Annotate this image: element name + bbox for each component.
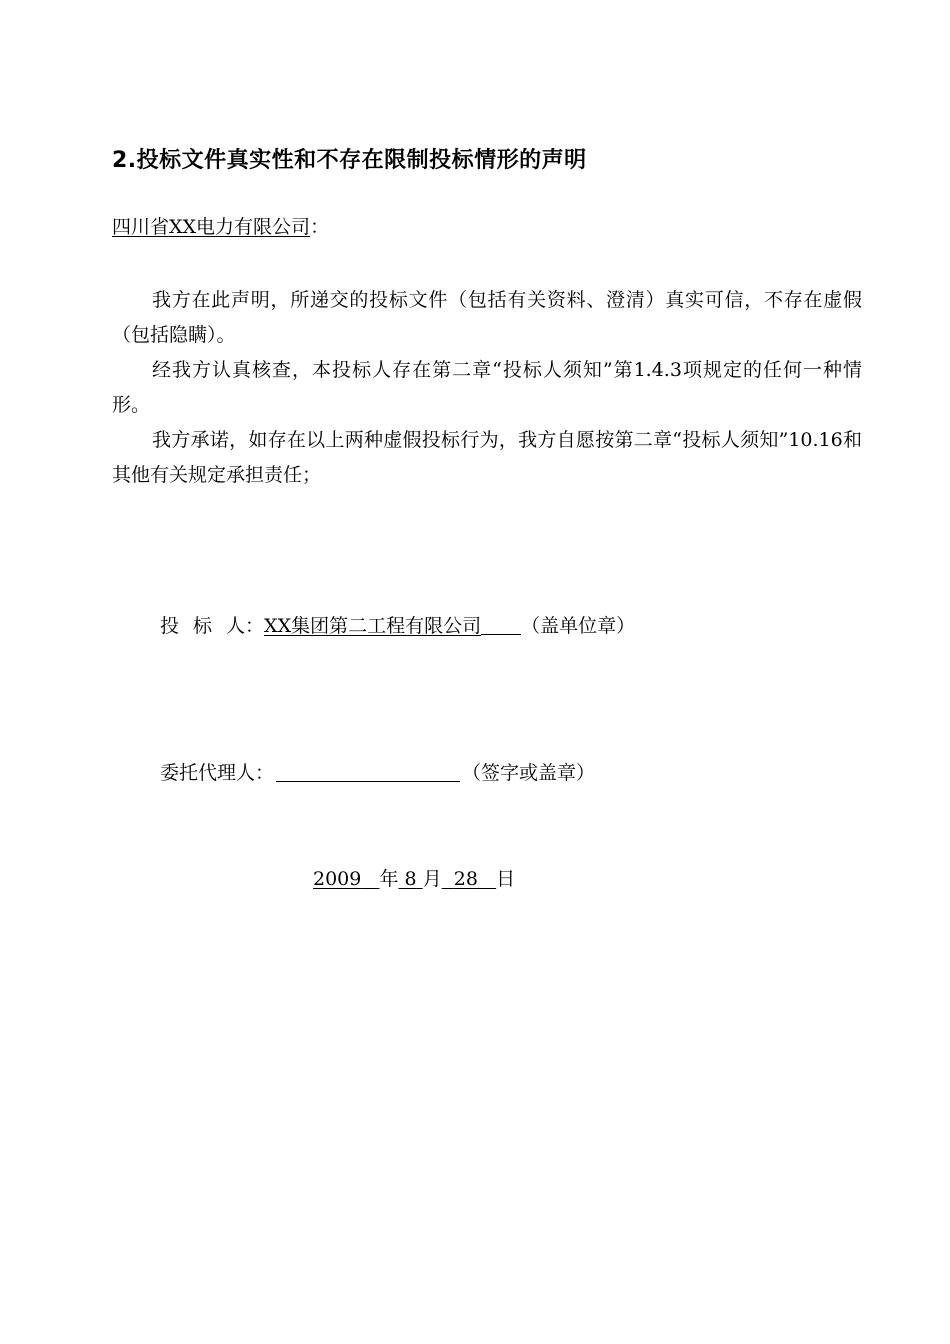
paragraph-commitment: 我方承诺，如存在以上两种虚假投标行为，我方自愿按第二章“投标人须知”10.16和其他有关规定承担责任； xyxy=(112,429,862,486)
date-month-unit: 月 xyxy=(422,868,442,890)
date-month: 8 xyxy=(404,868,417,890)
paragraph-authenticity: 我方在此声明，所递交的投标文件（包括有关资料、澄清）真实可信，不存在虚假（包括隐瞒）。 xyxy=(112,289,862,346)
date-year-unit: 年 xyxy=(379,868,399,890)
date-line xyxy=(313,864,515,891)
paragraph-verification: 经我方认真核查，本投标人存在第二章“投标人须知”第1.4.3项规定的任何一种情形。 xyxy=(112,359,862,416)
bidder-signature-line xyxy=(160,611,635,638)
agent-signature-blank xyxy=(276,780,460,782)
bidder-label-char-3: 人： xyxy=(226,615,265,637)
bidder-label-char-2: 标 xyxy=(193,615,213,637)
addressee-name: 四川省XX电力有限公司 xyxy=(112,216,311,238)
agent-label: 委托代理人： xyxy=(160,762,275,784)
agent-sign-note: （签字或盖章） xyxy=(462,762,596,784)
agent-signature-line xyxy=(160,758,595,785)
bidder-company-name: XX集团第二工程有限公司 xyxy=(264,615,482,637)
date-year: 2009 xyxy=(313,868,362,890)
date-day: 28 xyxy=(453,868,478,890)
addressee-colon: ： xyxy=(310,216,330,238)
bidder-stamp-note: （盖单位章） xyxy=(521,615,636,637)
bidder-underline-gap xyxy=(481,633,521,635)
bidder-label-char-1: 投 xyxy=(160,615,180,637)
date-day-unit: 日 xyxy=(496,868,516,890)
addressee-line xyxy=(112,212,329,239)
declaration-body xyxy=(112,283,862,493)
document-title: 2.投标文件真实性和不存在限制投标情形的声明 xyxy=(112,148,587,173)
